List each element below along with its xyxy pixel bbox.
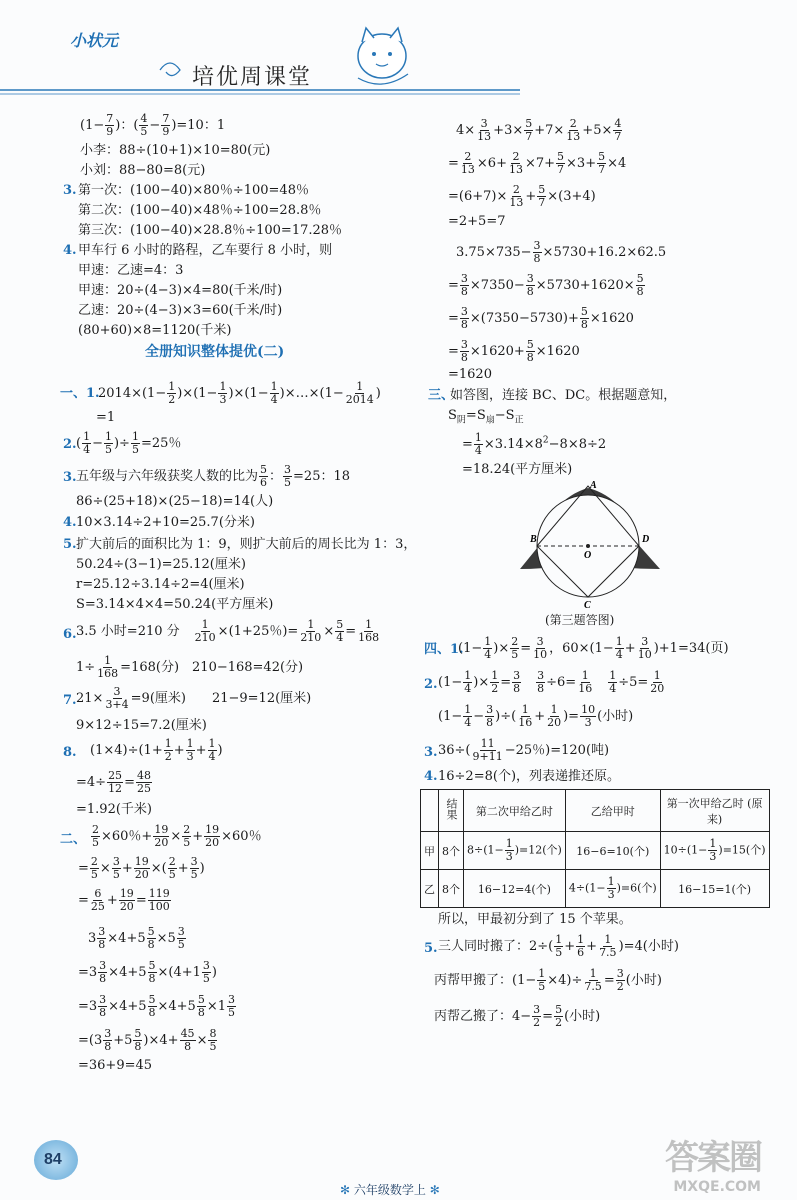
- line-rq5c: 丙帮乙搬了：4− $\frac{3}{2}$ = $\frac{5}{2}$ (小时): [434, 1003, 601, 1029]
- watermark-text: 答案圈: [665, 1138, 761, 1178]
- line-q4e: (80+60)×8=1120(千米): [78, 323, 232, 338]
- line-q4d: 乙速：20÷(4−3)×3=60(千米/时): [78, 303, 283, 318]
- label-d: D: [642, 534, 650, 545]
- line-s8b: =4÷ $\frac{25}{12}$ = $\frac{48}{25}$: [76, 769, 151, 795]
- cell-jia-c2: 8÷(1− $\frac{1}{3}$ )=12(个): [464, 832, 566, 870]
- cell-yi-c4: 16−15=1(个): [660, 870, 769, 908]
- cell-yi-c2: 16−12=4(个): [464, 870, 566, 908]
- header: [0, 0, 797, 100]
- p2-number: 二、: [60, 832, 87, 847]
- cell-jia-result: 8个: [439, 832, 464, 870]
- line-l1: (1− $\frac{7}{9}$ )：( $\frac{4}{5}$ − $\frac{7}{9}$ )=10：1: [80, 112, 226, 138]
- s1-number: 一、1.: [60, 386, 100, 401]
- figure-caption: (第三题答图): [545, 613, 615, 627]
- l1-rhs: =10：1: [176, 118, 226, 133]
- line-m2b: = $\frac{2}{5}$ × $\frac{3}{5}$ + $\frac{19}{20}$ ×( $\frac{2}{5}$ + $\frac{3}{5}$ ): [78, 855, 205, 881]
- s8-number: 8.: [63, 745, 77, 760]
- line-rq4-1: (1− $\frac{1}{4}$ )× $\frac{2}{5}$ = $\frac{3}{10}$ ，60×(1− $\frac{1}{4}$ + $\frac{3}{10}$ )+1=34(页): [458, 635, 729, 661]
- col-header-first-give: 第一次甲给乙时 (原来): [660, 790, 769, 832]
- row-name-jia: 甲: [421, 832, 439, 870]
- page-number: 84: [44, 1151, 62, 1168]
- r-q4-3-number: 3.: [424, 745, 438, 760]
- table-row: [421, 870, 770, 908]
- cell-yi-c3: 4÷(1− $\frac{1}{3}$ )=6(个): [565, 870, 660, 908]
- line-rq5b: 丙帮甲搬了：(1− $\frac{1}{5}$ ×4)÷ $\frac{1}{7.5}$ = $\frac{3}{2}$ (小时): [434, 967, 662, 993]
- line-s7a: 21× $\frac{3}{3+4}$ =9(厘米) 21−9=12(厘米): [76, 685, 312, 711]
- s3-number: 3.: [63, 470, 77, 485]
- cell-jia-c3: 16−6=10(个): [565, 832, 660, 870]
- r-q5-number: 5.: [424, 941, 438, 956]
- s5-number: 5.: [63, 537, 77, 552]
- section-title: 全册知识整体提优(二): [145, 344, 285, 360]
- header-title: 培优周课堂: [192, 65, 313, 90]
- table-corner: [421, 790, 439, 832]
- line-m3e: =36+9=45: [78, 1058, 153, 1073]
- line-r3: =(6+7)× $\frac{2}{13}$ + $\frac{5}{7}$ ×(3+4): [448, 183, 596, 209]
- line-rq4-3: 36÷( $\frac{11}{9+11}$ −25％)=120(吨): [438, 737, 610, 763]
- line-r7: = $\frac{3}{8}$ ×(7350−5730)+ $\frac{5}{8}$ ×1620: [448, 305, 634, 331]
- star-icon: ✻: [340, 1183, 351, 1197]
- line-q4b: 甲速：乙速=4：3: [78, 263, 184, 278]
- line-rq4-2a: (1− $\frac{1}{4}$ )× $\frac{1}{2}$ = $\frac{3}{8}$ $\frac{3}{8}$ ÷6= $\frac{1}{16}$ $\frac{1}{4}$ ÷5= $\frac{1}{20}$: [438, 669, 665, 695]
- watermark-url: MXQE.COM: [673, 1179, 761, 1195]
- line-rq3a: 如答图，连接 BC、DC。根据题意知，: [450, 388, 677, 403]
- line-s3b: 86÷(25+18)×(25−18)=14(人): [76, 494, 274, 509]
- line-rq3c: =18.24(平方厘米): [462, 462, 573, 477]
- table-header-row: [421, 790, 770, 832]
- r-q4-2-number: 2.: [424, 677, 438, 692]
- col-header-result: 结果: [439, 790, 464, 832]
- line-r8: = $\frac{3}{8}$ ×1620+ $\frac{5}{8}$ ×1620: [448, 338, 580, 364]
- line-s1a: 2014×(1− $\frac{1}{2}$ )×(1− $\frac{1}{3}$ )×(1− $\frac{1}{4}$ )×…×(1− $\frac{1}{2014}$ ): [98, 380, 381, 406]
- line-r2: = $\frac{2}{13}$ ×6+ $\frac{2}{13}$ ×7+ $\frac{5}{7}$ ×3+ $\frac{5}{7}$ ×4: [448, 150, 627, 176]
- label-a: A: [590, 480, 597, 491]
- line-s4: 10×3.14÷2+10=25.7(分米): [76, 515, 255, 530]
- series-logo: 小状元: [70, 31, 119, 50]
- line-r4: =2+5=7: [448, 214, 506, 229]
- label-c: C: [584, 600, 591, 611]
- r-q4-4-number: 4.: [424, 769, 438, 784]
- line-rq4-4: 16÷2=8(个)，列表递推还原。: [438, 769, 621, 784]
- line-q4a: 甲车行 6 小时的路程，乙车要行 8 小时，则: [78, 243, 333, 258]
- table-row: [421, 832, 770, 870]
- line-rq4-4-end: 所以，甲最初分到了 15 个苹果。: [438, 912, 632, 927]
- line-r9: =1620: [448, 367, 492, 382]
- r-q3-number: 三、: [428, 388, 455, 403]
- line-q3c: 第三次：(100−40)×28.8％÷100=17.28％: [78, 223, 343, 238]
- line-rq5a: 三人同时搬了：2÷( $\frac{1}{5}$ + $\frac{1}{6}$ + $\frac{1}{7.5}$ )=4(小时): [438, 933, 679, 959]
- label-b: B: [530, 534, 537, 545]
- line-m3c: =3 $\frac{3}{8}$ ×4+5 $\frac{5}{8}$ ×4+5 $\frac{5}{8}$ ×1 $\frac{3}{5}$: [78, 993, 235, 1019]
- s7-number: 7.: [63, 693, 77, 708]
- q4-number: 4.: [63, 243, 77, 258]
- swirl-icon: [160, 63, 180, 76]
- line-m2c: = $\frac{6}{25}$ + $\frac{19}{20}$ = $\frac{119}{100}$: [78, 887, 170, 913]
- cat-mascot-icon: [358, 28, 408, 84]
- line-l3: 小刘：88−80=8(元): [80, 163, 206, 178]
- footer-book: ✻ 六年级数学上 ✻: [340, 1183, 440, 1197]
- line-s3a: 五年级与六年级获奖人数的比为 $\frac{5}{6}$ ： $\frac{3}{5}$ =25：18: [76, 463, 351, 489]
- line-s6a: 3.5 小时=210 分 $\frac{1}{210}$ ×(1+25％)= $\frac{1}{210}$ × $\frac{5}{4}$ = $\frac{1}{168}$: [76, 618, 380, 644]
- col-header-second-give: 第二次甲给乙时: [464, 790, 566, 832]
- cell-yi-result: 8个: [439, 870, 464, 908]
- line-rq4-2b: (1− $\frac{1}{4}$ − $\frac{3}{8}$ )÷( $\frac{1}{16}$ + $\frac{1}{20}$ )= $\frac{10}{3}$ (小时): [438, 703, 634, 729]
- q3-number: 3.: [63, 183, 77, 198]
- star-icon: ✻: [429, 1183, 440, 1197]
- geometry-figure: [510, 480, 680, 612]
- cell-jia-c4: 10÷(1− $\frac{1}{3}$ )=15(个): [660, 832, 769, 870]
- line-m2a: $\frac{2}{5}$ ×60％+ $\frac{19}{20}$ × $\frac{2}{5}$ + $\frac{19}{20}$ ×60％: [92, 823, 262, 849]
- line-s5b: 50.24÷(3−1)=25.12(厘米): [76, 557, 246, 572]
- watermark: [665, 1130, 761, 1195]
- line-m3d: =(3 $\frac{3}{8}$ +5 $\frac{5}{8}$ )×4+ $\frac{45}{8}$ × $\frac{8}{5}$: [78, 1027, 217, 1053]
- line-s8c: =1.92(千米): [76, 802, 152, 817]
- line-s5a: 扩大前后的面积比为 1：9，则扩大前后的周长比为 1：3，: [76, 537, 417, 552]
- line-s7b: 9×12÷15=7.2(厘米): [76, 718, 207, 733]
- line-l2: 小李：88÷(10+1)×10=80(元): [80, 143, 271, 158]
- line-s8a: (1×4)÷(1+ $\frac{1}{2}$ + $\frac{1}{3}$ + $\frac{1}{4}$ ): [90, 737, 223, 763]
- line-r6: = $\frac{3}{8}$ ×7350− $\frac{3}{8}$ ×5730+1620× $\frac{5}{8}$: [448, 272, 644, 298]
- line-q3b: 第二次：(100−40)×48％÷100=28.8％: [78, 203, 322, 218]
- line-s1b: =1: [96, 410, 116, 425]
- header-rule: [0, 0, 797, 100]
- s4-number: 4.: [63, 515, 77, 530]
- r-q4-number: 四、1.: [424, 642, 464, 657]
- label-o: O: [584, 550, 592, 561]
- line-rq3b: $S_阴=S_扇-S_正$: [448, 408, 524, 426]
- line-s5c: r=25.12÷3.14÷2=4(厘米): [76, 577, 245, 592]
- line-s5d: S=3.14×4×4=50.24(平方厘米): [76, 597, 274, 612]
- line-s2: ( $\frac{1}{4}$ − $\frac{1}{5}$ )÷ $\frac{1}{5}$ =25％: [76, 430, 182, 456]
- s2-number: 2.: [63, 437, 77, 452]
- line-q4c: 甲速：20÷(4−3)×4=80(千米/时): [78, 283, 283, 298]
- s6-number: 6.: [63, 627, 77, 642]
- line-s6b: 1÷ $\frac{1}{168}$ =168(分) 210−168=42(分): [76, 654, 304, 680]
- line-m3b: =3 $\frac{3}{8}$ ×4+5 $\frac{5}{8}$ ×(4+1 $\frac{3}{5}$ ): [78, 959, 217, 985]
- line-r1: 4× $\frac{3}{13}$ +3× $\frac{5}{7}$ +7× $\frac{2}{13}$ +5× $\frac{4}{7}$: [456, 117, 622, 143]
- line-rq3-calc: = $\frac{1}{4}$ $\times 3.14\times 8^2-8\times 8\div 2$: [462, 431, 607, 457]
- recursion-table: [420, 789, 770, 908]
- col-header-yi-give: 乙给甲时: [565, 790, 660, 832]
- line-m3a: 3 $\frac{3}{8}$ ×4+5 $\frac{5}{8}$ ×5 $\frac{3}{5}$: [88, 925, 185, 951]
- line-q3a: 第一次：(100−40)×80％÷100=48％: [78, 183, 309, 198]
- row-name-yi: 乙: [421, 870, 439, 908]
- line-r5: 3.75×735− $\frac{3}{8}$ ×5730+16.2×62.5: [456, 239, 667, 265]
